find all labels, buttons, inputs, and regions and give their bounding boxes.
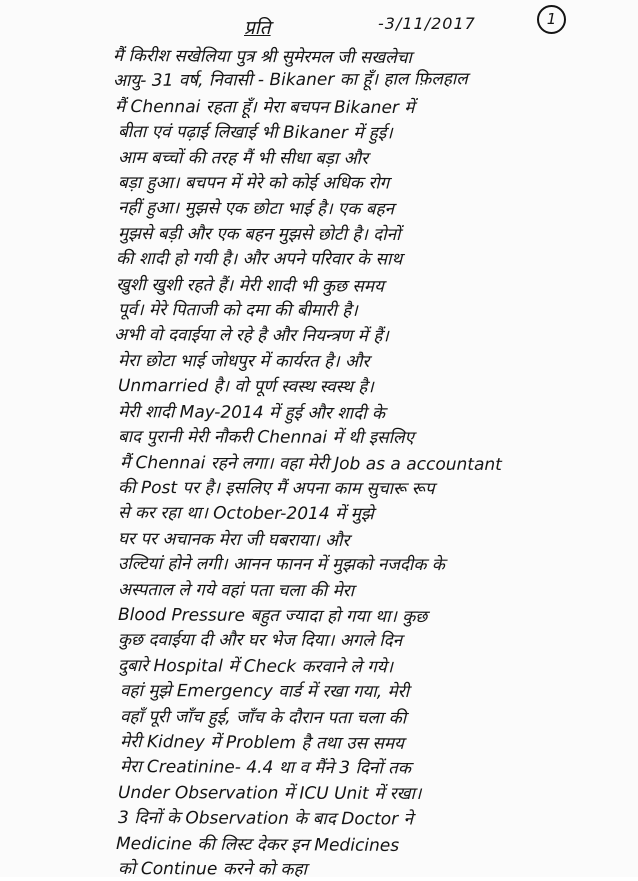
body-line: आयु- 31 वर्ष, निवासी - Bikaner का हूँ। हाल फ़िलहाल [112,69,468,91]
body-line: मेरा छोटा भाई जोधपुर में कार्यरत है। और [117,351,370,372]
body-line: दुबारे Hospital में Check करवाने ले गये। [117,656,394,678]
body-line: बड़ा हुआ। बचपन में मेरे को कोई अधिक रोग [117,173,390,194]
body-line: कुछ दवाईया दी और घर भेज दिया। अगले दिन [117,630,403,651]
page-number-circle: 1 [537,5,566,34]
body-line: बीता एवं पढ़ाई लिखाई भी Bikaner में हुई। [117,122,393,144]
body-line: आम बच्चों की तरह मैं भी सीधा बड़ा और [117,148,369,169]
body-line: की Post पर है। इसलिए मैं अपना काम सुचारू रूप [117,478,435,500]
body-line: Medicine की लिस्ट देकर इन Medicines [115,834,400,856]
body-line: अभी वो दवाईया ले रहे है और नियन्त्रण में हैं। [113,325,389,347]
body-line: खुशी खुशी रहते हैं। मेरी शादी भी कुछ समय [115,275,384,297]
body-line: मेरी शादी May-2014 में हुई और शादी के [117,402,386,424]
body-line: वहाँ पूरी जाँच हुई, जाँच के दौरान पता चला की [119,707,407,729]
body-line: नहीं हुआ। मुझसे एक छोटा भाई है। एक बहन [117,198,395,220]
body-line: 3 दिनों के Observation के बाद Doctor ने [117,808,414,830]
body-line: Under Observation में ICU Unit में रखा। [117,783,422,805]
body-line: उल्टियां होने लगी। आनन फानन में मुझको नजदीक के [117,554,445,576]
body-line: घर पर अचानक मेरा जी घबराया। और [117,529,350,552]
body-line: Unmarried है। वो पूर्ण स्वस्थ स्वस्थ है। [117,376,374,398]
body-line: वहां मुझे Emergency वार्ड में रखा गया, मेरी [119,681,410,703]
letter-title: प्रति [244,17,271,39]
body-line: मैं किरीश सखेलिया पुत्र श्री सुमेरमल जी सखलेचा [112,46,412,69]
body-line: Blood Pressure बहुत ज्यादा हो गया था। कुछ [117,605,428,628]
body-line: मुझसे बड़ी और एक बहन मुझसे छोटी है। दोनों [117,224,401,245]
body-line: पूर्व। मेरे पिताजी को दमा की बीमारी है। [117,300,358,321]
body-line: मैं Chennai रहने लगा। वहा मेरी Job as a accountant [119,453,502,475]
body-line: मेरा Creatinine- 4.4 था व मैंने 3 दिनों तक [119,757,411,779]
body-line: को Continue करने को कहा [117,859,307,880]
body-line: मैं Chennai रहता हूँ। मेरा बचपन Bikaner में [114,97,415,119]
body-line: से कर रहा था। October-2014 में मुझे [117,503,374,525]
body-line: अस्पताल ले गये वहां पता चला की मेरा [117,580,355,602]
body-line: मेरी Kidney में Problem है तथा उस समय [119,732,405,754]
body-line: की शादी हो गयी है। और अपने परिवार के साथ [115,249,403,270]
letter-date: -3/11/2017 [378,14,476,33]
body-line: बाद पुरानी मेरी नौकरी Chennai में थी इसलिए [117,427,415,449]
